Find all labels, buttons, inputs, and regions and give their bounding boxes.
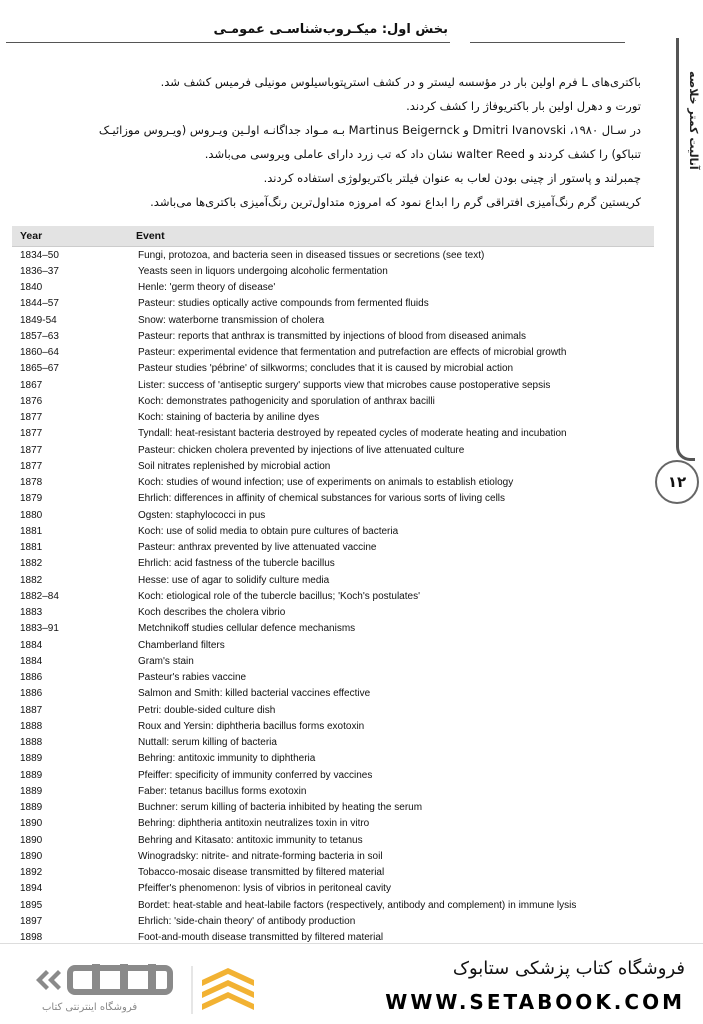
header-rule-right xyxy=(470,42,625,43)
cell-event: Koch: staining of bacteria by aniline dyes xyxy=(138,412,320,424)
cell-event: Behring: antitoxic immunity to diphtheria xyxy=(138,753,316,765)
chapter-header-title: بخش اول: میکـروب‌شناسـی عمومـی xyxy=(213,22,448,37)
column-header-year: Year xyxy=(20,230,43,242)
cell-year: 1884 xyxy=(20,639,43,651)
paragraph-line: تورت و دهرل اولین بار باکتریوفاژ را کشف کردند. xyxy=(406,99,641,113)
cell-year: 1882 xyxy=(20,558,43,570)
table-body xyxy=(12,247,654,946)
cell-event: Gram's stain xyxy=(138,655,194,667)
table-row xyxy=(12,296,654,312)
table-row xyxy=(12,458,654,474)
cell-event: Tobacco-mosaic disease transmitted by filtered material xyxy=(138,867,385,879)
table-row xyxy=(12,280,654,296)
header-rule xyxy=(6,42,450,43)
table-header xyxy=(12,226,654,247)
cell-event: Buchner: serum killing of bacteria inhibited by heating the serum xyxy=(138,802,423,814)
table-row xyxy=(12,572,654,588)
cell-event: Pasteur studies 'pébrine' of silkworms; concludes that it is caused by microbial action xyxy=(138,363,514,375)
footer-rule xyxy=(0,943,703,944)
cell-event: Pfeiffer's phenomenon: lysis of vibrios in peritoneal cavity xyxy=(138,883,391,895)
cell-year: 1889 xyxy=(20,753,43,765)
table-row xyxy=(12,247,654,263)
setabook-logo-icon xyxy=(188,962,264,1018)
cell-event: Henle: 'germ theory of disease' xyxy=(138,282,276,294)
cell-event: Pfeiffer: specificity of immunity conferred by vaccines xyxy=(138,769,373,781)
store-name: فروشگاه کتاب پزشکی ستابوک xyxy=(452,958,685,979)
history-table xyxy=(12,226,654,946)
cell-event: Yeasts seen in liquors undergoing alcoholic fermentation xyxy=(138,265,388,277)
logo-subtitle: فروشگاه اینترنتی کتاب xyxy=(42,1002,138,1013)
cell-event: Koch: studies of wound infection; use of experiments on animals to establish etiology xyxy=(138,477,514,489)
cell-year: 1840 xyxy=(20,282,43,294)
table-row xyxy=(12,410,654,426)
cell-year: 1889 xyxy=(20,785,43,797)
cell-event: Snow: waterborne transmission of cholera xyxy=(138,314,325,326)
setabook-wordmark-icon xyxy=(30,960,180,1000)
table-row xyxy=(12,718,654,734)
paragraph-line: باکتری‌های L فرم اولین بار در مؤسسه لیستر و در کشف استرپتوباسیلوس مونیلی فرمیس کشف شد. xyxy=(160,75,641,89)
cell-event: Pasteur: chicken cholera prevented by injections of live attenuated culture xyxy=(138,444,465,456)
cell-event: Faber: tetanus bacillus forms exotoxin xyxy=(138,785,307,797)
cell-year: 1882 xyxy=(20,574,43,586)
table-row xyxy=(12,653,654,669)
table-row xyxy=(12,345,654,361)
cell-year: 1883 xyxy=(20,607,43,619)
table-row xyxy=(12,848,654,864)
cell-year: 1881 xyxy=(20,525,43,537)
table-row xyxy=(12,507,654,523)
cell-event: Fungi, protozoa, and bacteria seen in diseased tissues or secretions (see text) xyxy=(138,249,485,261)
paragraph-line: تنباکو) را کشف کردند و walter Reed نشان داد که تب زرد دارای عاملی ویروسی می‌باشد. xyxy=(204,147,641,161)
paragraph-line: چمبرلند و پاستور از چینی بودن لعاب به عنوان فیلتر باکتریولوژی استفاده کردند. xyxy=(263,171,641,185)
cell-event: Pasteur: anthrax prevented by live attenuated vaccine xyxy=(138,542,377,554)
paragraph-line: در سـال ۱۹۸۰، Dmitri Ivanovski و Martinus Beigernck بـه مـواد جداگانـه اولـین ویـروس (ویـروس موزائیـک xyxy=(98,123,641,137)
cell-year: 1886 xyxy=(20,672,43,684)
cell-event: Pasteur: studies optically active compounds from fermented fluids xyxy=(138,298,429,310)
cell-event: Roux and Yersin: diphtheria bacillus forms exotoxin xyxy=(138,720,365,732)
cell-event: Foot-and-mouth disease transmitted by filtered material xyxy=(138,932,384,944)
cell-event: Lister: success of 'antiseptic surgery' supports view that microbes cause postoperative sepsis xyxy=(138,379,551,391)
cell-event: Koch: etiological role of the tubercle bacillus; 'Koch's postulates' xyxy=(138,590,420,602)
cell-year: 1876 xyxy=(20,395,43,407)
cell-year: 1888 xyxy=(20,737,43,749)
table-row xyxy=(12,588,654,604)
cell-year: 1881 xyxy=(20,542,43,554)
cell-year: 1898 xyxy=(20,932,43,944)
cell-event: Winogradsky: nitrite- and nitrate-forming bacteria in soil xyxy=(138,850,383,862)
persian-body xyxy=(11,70,641,214)
store-url[interactable]: WWW.SETABOOK.COM xyxy=(385,990,685,1014)
table-row xyxy=(12,393,654,409)
cell-year: 1880 xyxy=(20,509,43,521)
cell-year: 1897 xyxy=(20,915,43,927)
cell-event: Koch describes the cholera vibrio xyxy=(138,607,286,619)
table-row xyxy=(12,523,654,539)
cell-event: Bordet: heat-stable and heat-labile factors (respectively, antibody and complement) in immune lysis xyxy=(138,899,577,911)
table-row xyxy=(12,881,654,897)
cell-year: 1882–84 xyxy=(20,590,59,602)
cell-year: 1884 xyxy=(20,655,43,667)
table-row xyxy=(12,361,654,377)
table-row xyxy=(12,312,654,328)
cell-year: 1883–91 xyxy=(20,623,59,635)
cell-year: 1889 xyxy=(20,769,43,781)
cell-event: Petri: double-sided culture dish xyxy=(138,704,276,716)
table-row xyxy=(12,263,654,279)
cell-year: 1889 xyxy=(20,802,43,814)
cell-event: Behring and Kitasato: antitoxic immunity to tetanus xyxy=(138,834,363,846)
table-row xyxy=(12,328,654,344)
table-row xyxy=(12,783,654,799)
table-row xyxy=(12,832,654,848)
cell-event: Pasteur: reports that anthrax is transmitted by injections of blood from diseased animals xyxy=(138,330,526,342)
cell-event: Ehrlich: acid fastness of the tubercle bacillus xyxy=(138,558,335,570)
cell-year: 1877 xyxy=(20,428,43,440)
cell-year: 1890 xyxy=(20,850,43,862)
cell-year: 1877 xyxy=(20,444,43,456)
cell-event: Koch: use of solid media to obtain pure cultures of bacteria xyxy=(138,525,399,537)
table-row xyxy=(12,767,654,783)
cell-year: 1877 xyxy=(20,412,43,424)
cell-year: 1887 xyxy=(20,704,43,716)
table-row xyxy=(12,800,654,816)
cell-year: 1892 xyxy=(20,867,43,879)
cell-year: 1890 xyxy=(20,818,43,830)
cell-year: 1860–64 xyxy=(20,347,59,359)
table-row xyxy=(12,491,654,507)
table-row xyxy=(12,637,654,653)
cell-year: 1867 xyxy=(20,379,43,391)
table-row xyxy=(12,751,654,767)
cell-year: 1879 xyxy=(20,493,43,505)
table-row xyxy=(12,556,654,572)
cell-year: 1895 xyxy=(20,899,43,911)
table-row xyxy=(12,865,654,881)
table-row xyxy=(12,621,654,637)
page-number: ۱۲ xyxy=(655,460,699,504)
cell-event: Hesse: use of agar to solidify culture media xyxy=(138,574,330,586)
table-row xyxy=(12,686,654,702)
cell-event: Ehrlich: differences in affinity of chemical substances for various sorts of living cells xyxy=(138,493,506,505)
cell-event: Salmon and Smith: killed bacterial vaccines effective xyxy=(138,688,371,700)
cell-event: Soil nitrates replenished by microbial action xyxy=(138,460,331,472)
cell-event: Pasteur's rabies vaccine xyxy=(138,672,247,684)
side-tab-label: آنالیت کمتر خلاصه xyxy=(687,70,700,170)
cell-event: Ogsten: staphylococci in pus xyxy=(138,509,266,521)
table-row xyxy=(12,540,654,556)
cell-event: Ehrlich: 'side-chain theory' of antibody production xyxy=(138,915,356,927)
cell-year: 1849-54 xyxy=(20,314,57,326)
paragraph-line: کریستین گرم رنگ‌آمیزی افتراقی گرم را ابداع نمود که امروزه متداول‌ترین رنگ‌آمیزی باکتری‌ها می‌باشد. xyxy=(150,195,641,209)
cell-year: 1890 xyxy=(20,834,43,846)
cell-event: Behring: diphtheria antitoxin neutralizes toxin in vitro xyxy=(138,818,370,830)
cell-event: Tyndall: heat-resistant bacteria destroyed by repeated cycles of moderate heating and incubation xyxy=(138,428,567,440)
cell-year: 1857–63 xyxy=(20,330,59,342)
table-row xyxy=(12,913,654,929)
table-row xyxy=(12,605,654,621)
table-row xyxy=(12,897,654,913)
table-row xyxy=(12,702,654,718)
cell-event: Koch: demonstrates pathogenicity and sporulation of anthrax bacilli xyxy=(138,395,435,407)
table-row xyxy=(12,426,654,442)
cell-year: 1844–57 xyxy=(20,298,59,310)
column-header-event: Event xyxy=(136,230,165,242)
cell-event: Chamberland filters xyxy=(138,639,225,651)
cell-year: 1878 xyxy=(20,477,43,489)
cell-year: 1834–50 xyxy=(20,249,59,261)
table-row xyxy=(12,816,654,832)
cell-year: 1894 xyxy=(20,883,43,895)
cell-event: Pasteur: experimental evidence that fermentation and putrefaction are effects of microbial growth xyxy=(138,347,567,359)
cell-year: 1836–37 xyxy=(20,265,59,277)
table-row xyxy=(12,735,654,751)
table-row xyxy=(12,475,654,491)
cell-event: Metchnikoff studies cellular defence mechanisms xyxy=(138,623,356,635)
table-row xyxy=(12,377,654,393)
table-row xyxy=(12,442,654,458)
table-row xyxy=(12,670,654,686)
cell-year: 1865–67 xyxy=(20,363,59,375)
cell-year: 1877 xyxy=(20,460,43,472)
cell-year: 1886 xyxy=(20,688,43,700)
cell-year: 1888 xyxy=(20,720,43,732)
cell-event: Nuttall: serum killing of bacteria xyxy=(138,737,277,749)
